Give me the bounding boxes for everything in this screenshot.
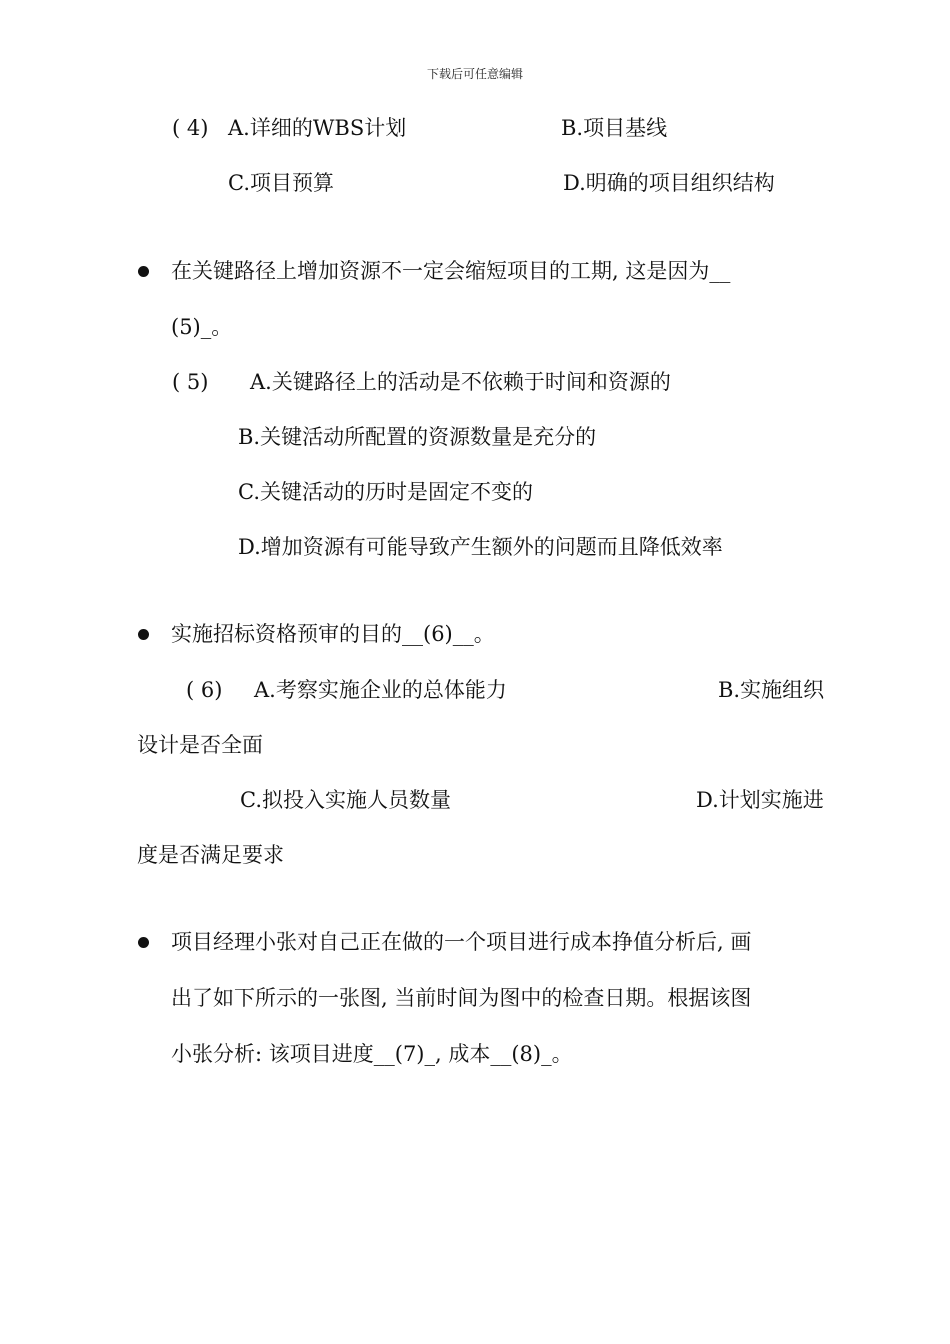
q5-option-b: B.关键活动所配置的资源数量是充分的 (238, 425, 597, 449)
q6-option-b-part2: 设计是否全面 (137, 733, 263, 757)
q6-option-b-part1: B.实施组织 (718, 678, 825, 702)
page-header: 下载后可任意编辑 (426, 67, 523, 81)
q5-option-c: C.关键活动的历时是固定不变的 (238, 480, 533, 504)
q5-label: ( 5) (172, 370, 209, 394)
q7-stem-line1: 项目经理小张对自己正在做的一个项目进行成本挣值分析后, 画 (171, 930, 752, 954)
bullet-icon (138, 937, 149, 948)
q5-option-d: D.增加资源有可能导致产生额外的问题而且降低效率 (238, 535, 723, 559)
q4-label: ( 4) (172, 116, 209, 140)
q6-option-c: C.拟投入实施人员数量 (240, 788, 451, 812)
q7-stem-line3: 小张分析: 该项目进度__(7)_, 成本__(8)_。 (171, 1042, 573, 1066)
q4-option-b: B.项目基线 (561, 116, 668, 140)
q6-option-d-part1: D.计划实施进 (696, 788, 824, 812)
q4-option-d: D.明确的项目组织结构 (563, 171, 775, 195)
q4-option-c: C.项目预算 (228, 171, 334, 195)
q6-stem: 实施招标资格预审的目的__(6)__。 (171, 622, 495, 646)
q6-option-a: A.考察实施企业的总体能力 (254, 678, 507, 702)
bullet-icon (138, 629, 149, 640)
q6-label: ( 6) (186, 678, 223, 702)
bullet-icon (138, 266, 149, 277)
q4-option-a: A.详细的WBS计划 (228, 116, 407, 140)
q6-option-d-part2: 度是否满足要求 (137, 843, 284, 867)
q7-stem-line2: 出了如下所示的一张图, 当前时间为图中的检查日期。根据该图 (171, 986, 752, 1010)
q5-stem-line1: 在关键路径上增加资源不一定会缩短项目的工期, 这是因为__ (171, 259, 731, 283)
q5-option-a: A.关键路径上的活动是不依赖于时间和资源的 (250, 370, 671, 394)
q5-stem-line2: (5)_。 (171, 315, 233, 339)
